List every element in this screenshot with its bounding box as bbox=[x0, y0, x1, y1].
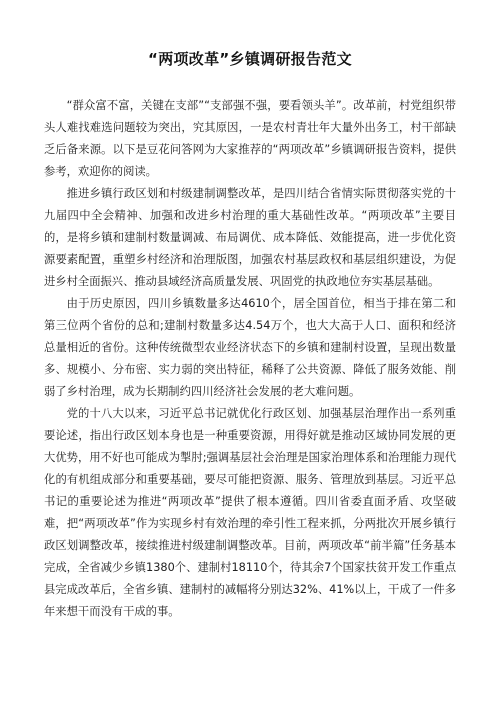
paragraph: 推进乡镇行政区划和村级建制调整改革，是四川结合省情实际贯彻落实党的十九届四中全会精神、加强和改进乡村治理的重大基础性改革。“两项改革”主要目的，是将乡镇和建制村数量调减、布局调优、成本降低、效能提高，进一步优化资源要素配置，重塑乡村经济和治理版图，加强农村基层政权和基层组织建设，为促进乡村全面振兴、推动县域经济高质量发展、巩固党的执政地位夯实基层基础。 bbox=[44, 187, 456, 288]
document-body bbox=[44, 95, 456, 623]
document-title: “两项改革”乡镇调研报告范文 bbox=[148, 50, 352, 68]
paragraph: 党的十八大以来，习近平总书记就优化行政区划、加强基层治理作出一系列重要论述，指出行政区划本身也是一种重要资源，用得好就是推动区域协同发展的更大优势，用不好也可能成为掣肘;强调基层社会治理是国家治理体系和治理能力现代化的有机组成部分和重要基础，要尽可能把资源、服务、管理放到基层。习近平总书记的重要论述为推进“两项改革”提供了根本遵循。四川省委直面矛盾、攻坚破难，把“两项改革”作为实现乡村有效治理的牵引性工程来抓，分两批次开展乡镇行政区划调整改革，接续推进村级建制调整改革。目前，两项改革“前半篇”任务基本完成，全省减少乡镇1380个、建制村18110个，待其余7个国家扶贫开发工作重点县完成改革后，全省乡镇、建制村的减幅将分别达32%、41%以上，干成了一件多年来想干而没有干成的事。 bbox=[44, 407, 456, 618]
paragraph: 由于历史原因，四川乡镇数量多达4610个，居全国首位，相当于排在第二和第三位两个省份的总和;建制村数量多达4.54万个，也大大高于人口、面积和经济总量相近的省份。这种传统微型农业经济状态下的乡镇和建制村设置，呈现出数量多、规模小、分布密、实力弱的突出特征，稀释了公共资源、降低了服务效能、削弱了乡村治理，成为长期制约四川经济社会发展的老大难问题。 bbox=[44, 297, 456, 398]
paragraph: “群众富不富，关键在支部”“支部强不强，要看领头羊”。改革前，村党组织带头人难找难选问题较为突出，究其原因，一是农村青壮年大量外出务工，村干部缺乏后备来源。以下是豆花问答网为大家推荐的“两项改革”乡镇调研报告资料，提供参考，欢迎你的阅读。 bbox=[44, 99, 456, 178]
